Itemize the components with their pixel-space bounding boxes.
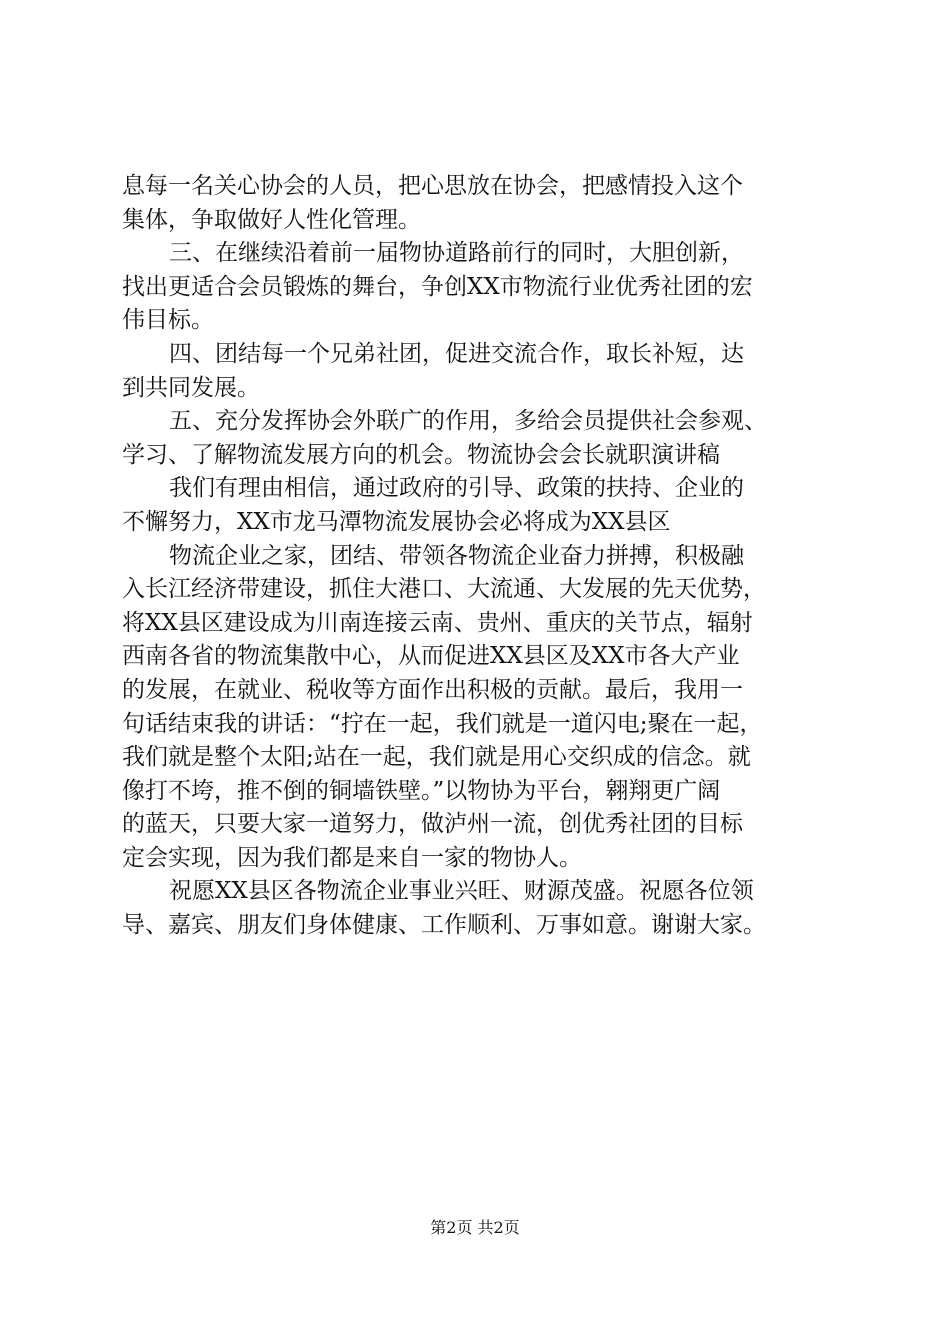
text-line: 找出更适合会员锻炼的舞台，争创XX市物流行业优秀社团的宏	[122, 273, 753, 300]
text-line: 我们就是整个太阳;站在一起，我们就是用心交织成的信念。就	[122, 744, 751, 771]
text-line: 像打不垮，推不倒的铜墙铁壁。”以物协为平台，翱翔更广阔	[122, 777, 721, 804]
text-line: 句话结束我的讲话：“拧在一起，我们就是一道闪电;聚在一起，	[122, 710, 763, 737]
document-body	[122, 170, 842, 943]
text-line: 学习、了解物流发展方向的机会。物流协会会长就职演讲稿	[122, 441, 720, 468]
text-line: 到共同发展。	[122, 374, 260, 401]
text-line: 物流企业之家，团结、带领各物流企业奋力拼搏，积极融	[169, 542, 744, 569]
text-line: 定会实现，因为我们都是来自一家的物协人。	[122, 844, 582, 871]
text-line: 四、团结每一个兄弟社团，促进交流合作，取长补短，达	[169, 340, 744, 367]
text-line: 集体，争取做好人性化管理。	[122, 206, 421, 233]
text-line: 的蓝天，只要大家一道努力，做泸州一流，创优秀社团的目标	[122, 811, 743, 838]
text-line: 息每一名关心协会的人员，把心思放在协会，把感情投入这个	[122, 173, 743, 199]
text-line: 导、嘉宾、朋友们身体健康、工作顺利、万事如意。谢谢大家。	[122, 912, 766, 939]
text-line: 将XX县区建设成为川南连接云南、贵州、重庆的关节点，辐射	[122, 609, 753, 636]
text-line: 西南各省的物流集散中心，从而促进XX县区及XX市各大产业	[122, 643, 740, 670]
text-line: 祝愿XX县区各物流企业事业兴旺、财源茂盛。祝愿各位领	[169, 878, 754, 905]
text-line: 不懈努力，XX市龙马潭物流发展协会必将成为XX县区	[122, 508, 671, 535]
text-line: 的发展，在就业、税收等方面作出积极的贡献。最后，我用一	[122, 676, 743, 703]
text-line: 我们有理由相信，通过政府的引导、政策的扶持、企业的	[169, 475, 744, 502]
text-line: 三、在继续沿着前一届物协道路前行的同时，大胆创新，	[169, 240, 744, 267]
page-footer: 第2页 共2页	[430, 1218, 520, 1237]
text-line: 入长江经济带建设，抓住大港口、大流通、大发展的先天优势，	[122, 576, 766, 603]
text-line: 伟目标。	[122, 307, 214, 334]
text-line: 五、充分发挥协会外联广的作用，多给会员提供社会参观、	[169, 408, 767, 435]
